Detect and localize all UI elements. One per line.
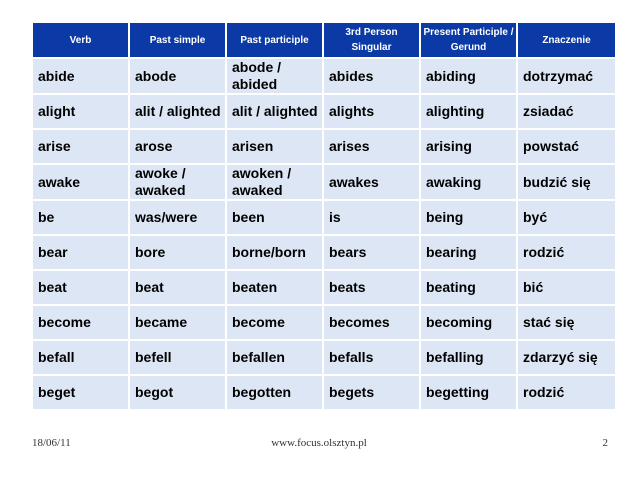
table-row xyxy=(33,95,615,128)
table-cell: bear xyxy=(33,236,128,269)
table-cell: beating xyxy=(421,271,516,304)
table-cell: became xyxy=(130,306,225,339)
table-cell: befallen xyxy=(227,341,322,374)
table-cell: become xyxy=(227,306,322,339)
header-verb: Verb xyxy=(33,23,128,57)
table-cell: begetting xyxy=(421,376,516,409)
footer-date: 18/06/11 xyxy=(32,437,71,449)
irregular-verbs-table xyxy=(31,21,617,411)
table-cell: arisen xyxy=(227,130,322,163)
table-cell: befall xyxy=(33,341,128,374)
table-cell: befalling xyxy=(421,341,516,374)
table-cell: bić xyxy=(518,271,615,304)
table-cell: be xyxy=(33,201,128,234)
table-cell: beat xyxy=(130,271,225,304)
table-cell: bore xyxy=(130,236,225,269)
table-cell: alit / alighted xyxy=(227,95,322,128)
table-cell: powstać xyxy=(518,130,615,163)
table-cell: arises xyxy=(324,130,419,163)
table-cell: beat xyxy=(33,271,128,304)
footer-page-number: 2 xyxy=(602,437,608,449)
table-cell: abode / abided xyxy=(227,59,322,93)
table-row xyxy=(33,376,615,409)
table-cell: begot xyxy=(130,376,225,409)
header-past-participle: Past participle xyxy=(227,23,322,57)
table-cell: rodzić xyxy=(518,236,615,269)
table-cell: befell xyxy=(130,341,225,374)
table-cell: alit / alighted xyxy=(130,95,225,128)
table-row xyxy=(33,236,615,269)
table-cell: zdarzyć się xyxy=(518,341,615,374)
table-cell: abide xyxy=(33,59,128,93)
table-cell: bears xyxy=(324,236,419,269)
table-cell: befalls xyxy=(324,341,419,374)
table-cell: być xyxy=(518,201,615,234)
table-row xyxy=(33,306,615,339)
table-cell: alights xyxy=(324,95,419,128)
header-meaning: Znaczenie xyxy=(518,23,615,57)
table-cell: awakes xyxy=(324,165,419,199)
table-cell: becomes xyxy=(324,306,419,339)
table-cell: awoken / awaked xyxy=(227,165,322,199)
header-row xyxy=(33,23,615,57)
table-row xyxy=(33,201,615,234)
table-cell: borne/born xyxy=(227,236,322,269)
header-3rd-person: 3rd Person Singular xyxy=(324,23,419,57)
table-row xyxy=(33,130,615,163)
table-cell: zsiadać xyxy=(518,95,615,128)
header-present-participle: Present Participle / Gerund xyxy=(421,23,516,57)
table-cell: beget xyxy=(33,376,128,409)
table-cell: awoke / awaked xyxy=(130,165,225,199)
header-past-simple: Past simple xyxy=(130,23,225,57)
table-cell: being xyxy=(421,201,516,234)
table-body xyxy=(33,59,615,409)
table-cell: becoming xyxy=(421,306,516,339)
table-cell: become xyxy=(33,306,128,339)
table-cell: arising xyxy=(421,130,516,163)
table-row xyxy=(33,271,615,304)
table-cell: abode xyxy=(130,59,225,93)
table-cell: awake xyxy=(33,165,128,199)
table-cell: budzić się xyxy=(518,165,615,199)
table-cell: alight xyxy=(33,95,128,128)
table-cell: alighting xyxy=(421,95,516,128)
table-cell: abiding xyxy=(421,59,516,93)
table-cell: begets xyxy=(324,376,419,409)
table-cell: arise xyxy=(33,130,128,163)
table-cell: been xyxy=(227,201,322,234)
table-cell: awaking xyxy=(421,165,516,199)
table-cell: beaten xyxy=(227,271,322,304)
table-cell: beats xyxy=(324,271,419,304)
footer-url: www.focus.olsztyn.pl xyxy=(271,437,367,449)
table-cell: bearing xyxy=(421,236,516,269)
table-cell: dotrzymać xyxy=(518,59,615,93)
table-row xyxy=(33,341,615,374)
table-cell: stać się xyxy=(518,306,615,339)
table-cell: was/were xyxy=(130,201,225,234)
table-row xyxy=(33,59,615,93)
table-cell: is xyxy=(324,201,419,234)
table-cell: abides xyxy=(324,59,419,93)
table-cell: begotten xyxy=(227,376,322,409)
table-row xyxy=(33,165,615,199)
table-cell: rodzić xyxy=(518,376,615,409)
table-cell: arose xyxy=(130,130,225,163)
